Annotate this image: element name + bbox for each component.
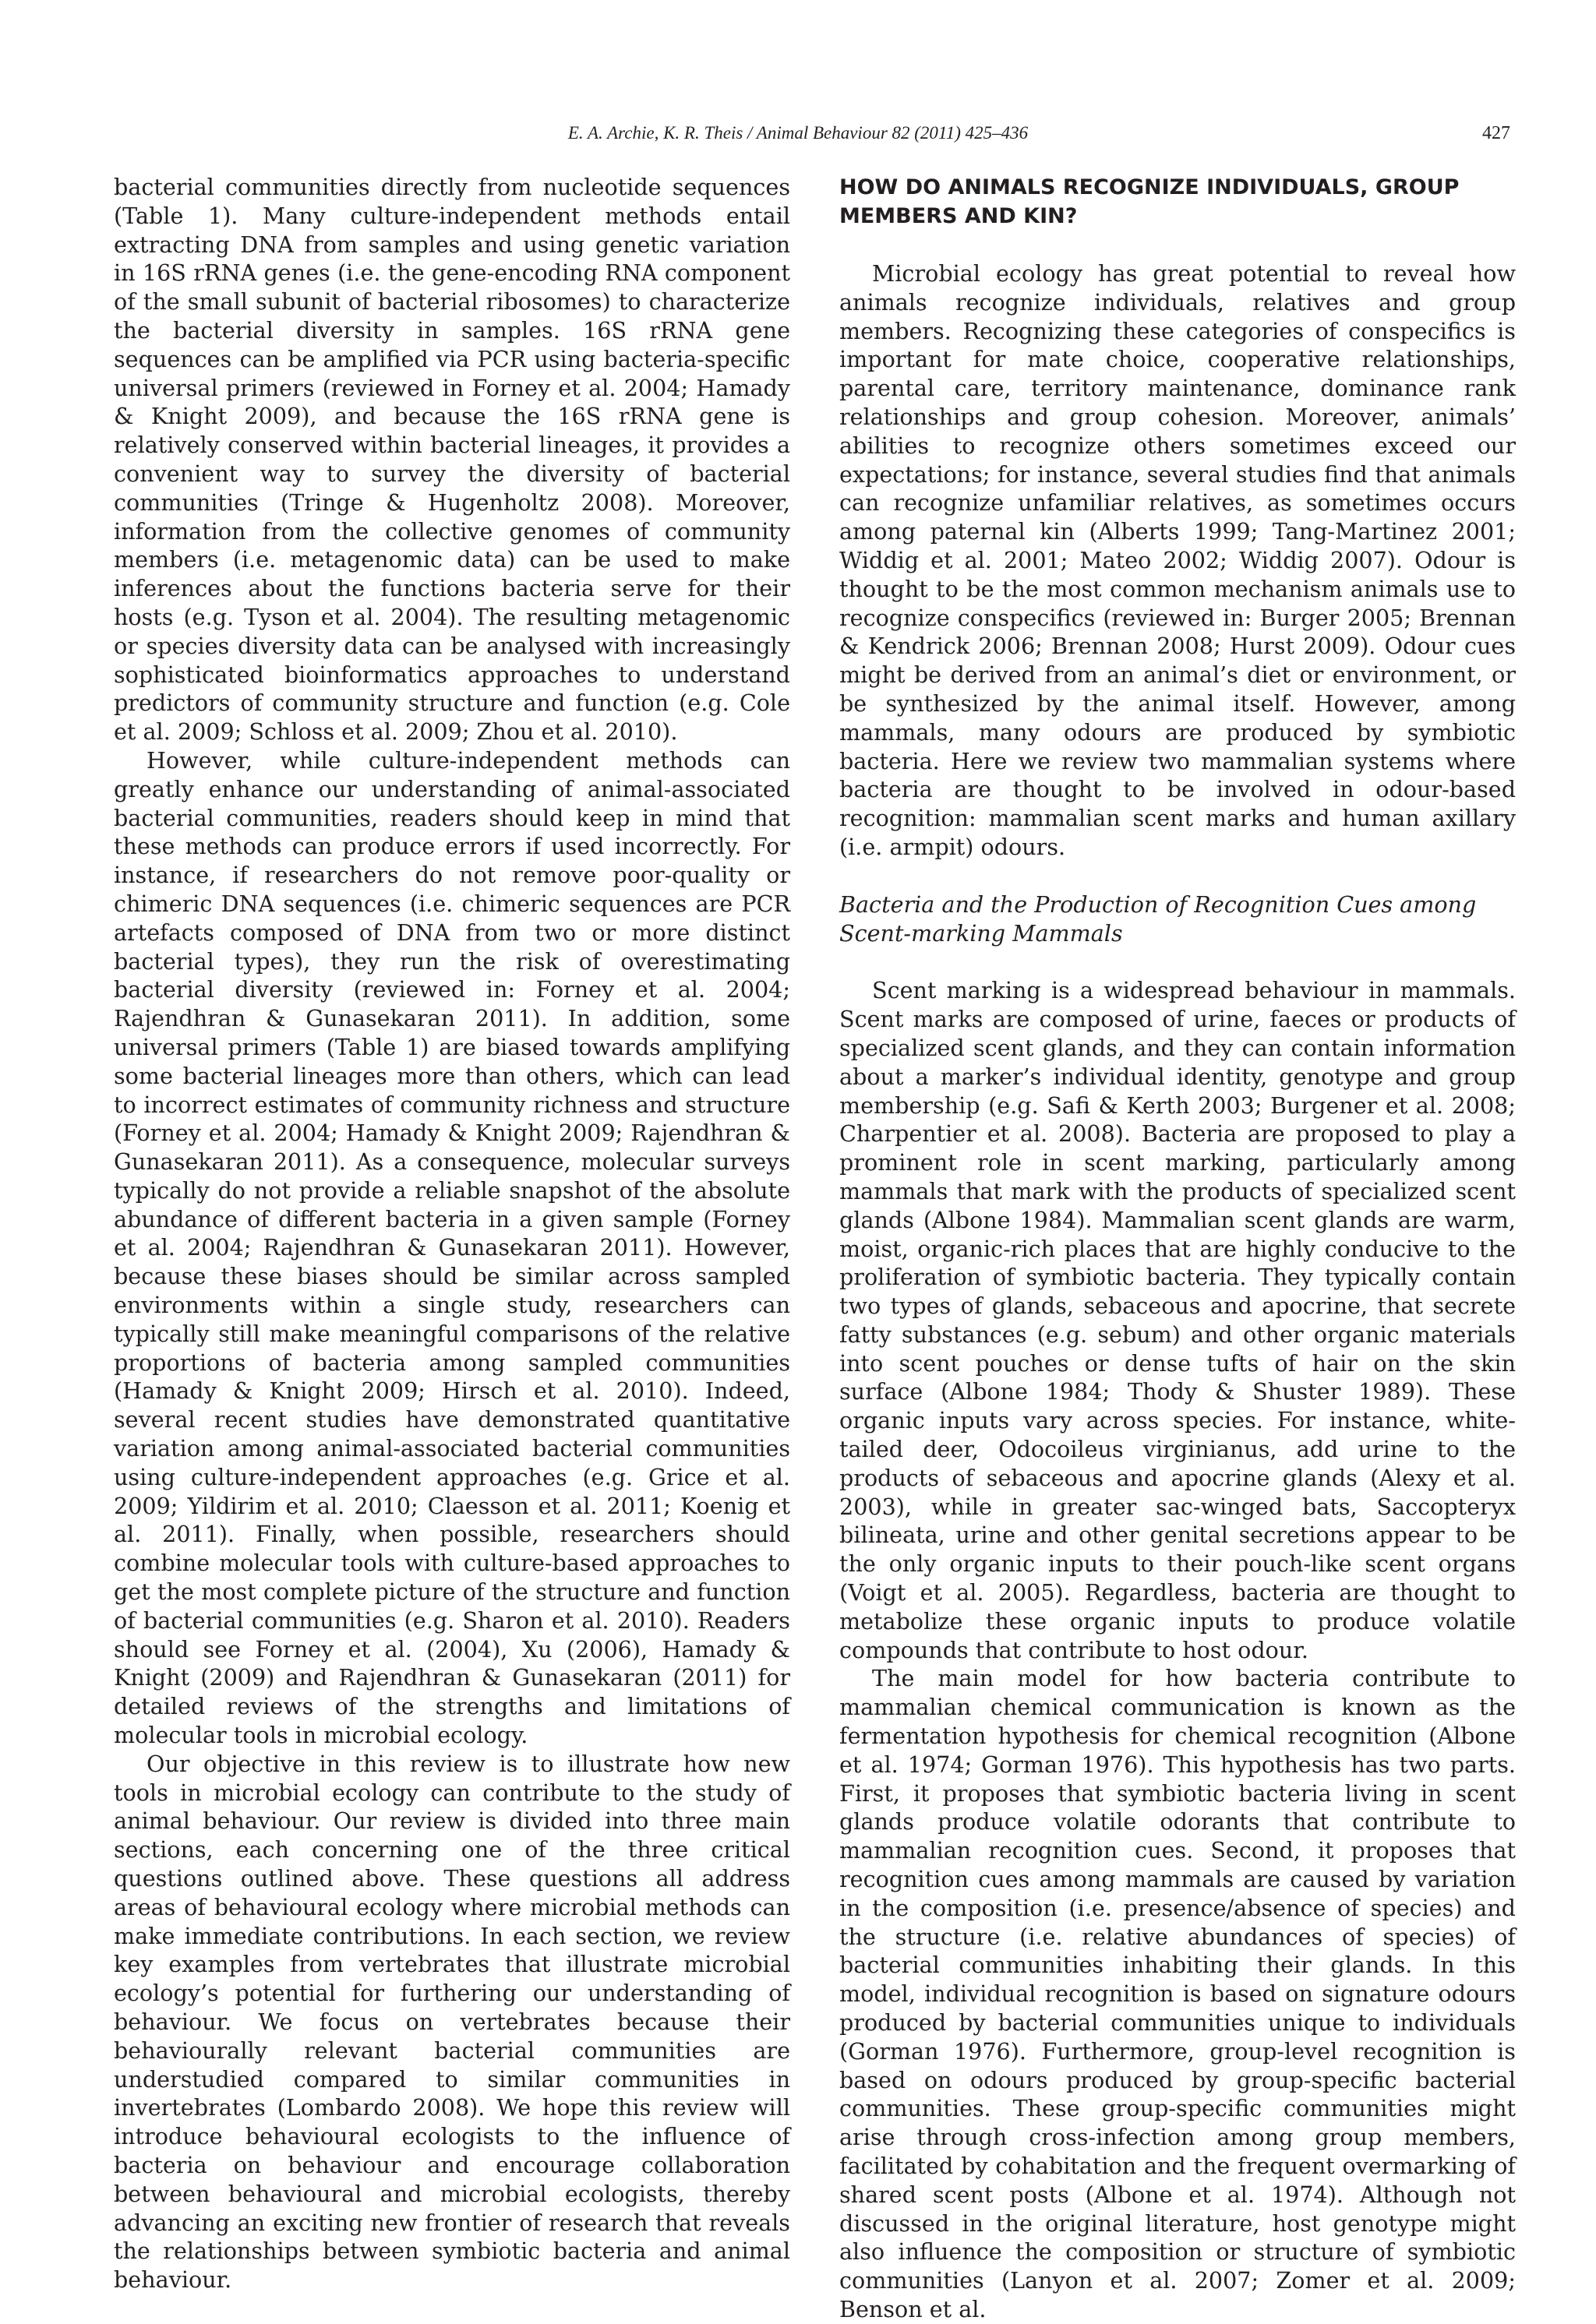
section-heading: HOW DO ANIMALS RECOGNIZE INDIVIDUALS, GROUP MEMBERS AND KIN? (839, 175, 1460, 228)
running-header (0, 123, 1596, 154)
page-number: 427 (1482, 123, 1510, 143)
left-column (114, 173, 790, 2294)
paragraph: The main model for how bacteria contribute to mammalian chemical communication is known as the fermentation hypothesis for chemical recognition (Albone et al. 1974; Gorman 1976). This hypothesis has two parts. First, it proposes that symbiotic bacteria living in scent glands produce volatile odorants that contribute to mammalian recognition cues. Second, it proposes that recognition cues among mammals are caused by variation in the composition (i.e. presence/absence of species) and the structure (i.e. relative abundances of species) of bacterial communities inhabiting their glands. In this model, individual recognition is based on signature odours produced by bacterial communities unique to individuals (Gorman 1976). Furthermore, group-level recognition is based on odours produced by group-specific bacterial communities. These group-specific communities might arise through cross-infection among group members, facilitated by cohabitation and the frequent overmarking of shared scent posts (Albone et al. 1974). Although not discussed in the original literature, host genotype might also influence the composition or structure of symbiotic communities (Lanyon et al. 2007; Zomer et al. 2009; Benson et al. (839, 1665, 1516, 2322)
running-head: E. A. Archie, K. R. Theis / Animal Behaviour 82 (2011) 425–436 (567, 123, 1029, 143)
paragraph: However, while culture-independent methods can greatly enhance our understanding of animal-associated bacterial communities, readers should keep in mind that these methods can produce errors if used incorrectly. For instance, if researchers do not remove poor-quality or chimeric DNA sequences (i.e. chimeric sequences are PCR artefacts composed of DNA from two or more distinct bacterial types), they run the risk of overestimating bacterial diversity (reviewed in: Forney et al. 2004; Rajendhran & Gunasekaran 2011). In addition, some universal primers (Table 1) are biased towards amplifying some bacterial lineages more than others, which can lead to incorrect estimates of community richness and structure (Forney et al. 2004; Hamady & Knight 2009; Rajendhran & Gunasekaran 2011). As a consequence, molecular surveys typically do not provide a reliable snapshot of the absolute abundance of different bacteria in a given sample (Forney et al. 2004; Rajendhran & Gunasekaran 2011). However, because these biases should be similar across sampled environments within a single study, researchers can typically still make meaningful comparisons of the relative proportions of bacteria among sampled communities (Hamady & Knight 2009; Hirsch et al. 2010). Indeed, several recent studies have demonstrated quantitative variation among animal-associated bacterial communities using culture-independent approaches (e.g. Grice et al. 2009; Yildirim et al. 2010; Claesson et al. 2011; Koenig et al. 2011). Finally, when possible, researchers should combine molecular tools with culture-based approaches to get the most complete picture of the structure and function of bacterial communities (e.g. Sharon et al. 2010). Readers should see Forney et al. (2004), Xu (2006), Hamady & Knight (2009) and Rajendhran & Gunasekaran (2011) for detailed reviews of the strengths and limitations of molecular tools in microbial ecology. (114, 746, 790, 1749)
subsection-heading: Bacteria and the Production of Recognition Cues among Scent-marking Mammals (839, 890, 1477, 947)
paragraph: bacterial communities directly from nucleotide sequences (Table 1). Many culture-independent methods entail extracting DNA from samples and using genetic variation in 16S rRNA genes (i.e. the gene-encoding RNA component of the small subunit of bacterial ribosomes) to characterize the bacterial diversity in samples. 16S rRNA gene sequences can be amplified via PCR using bacteria-specific universal primers (reviewed in Forney et al. 2004; Hamady & Knight 2009), and because the 16S rRNA gene is relatively conserved within bacterial lineages, it provides a convenient way to survey the diversity of bacterial communities (Tringe & Hugenholtz 2008). Moreover, information from the collective genomes of community members (i.e. metagenomic data) can be used to make inferences about the functions bacteria serve for their hosts (e.g. Tyson et al. 2004). The resulting metagenomic or species diversity data can be analysed with increasingly sophisticated bioinformatics approaches to understand predictors of community structure and function (e.g. Cole et al. 2009; Schloss et al. 2009; Zhou et al. 2010). (114, 174, 790, 746)
paragraph: Our objective in this review is to illustrate how new tools in microbial ecology can contribute to the study of animal behaviour. Our review is divided into three main sections, each concerning one of the three critical questions outlined above. These questions all address areas of behavioural ecology where microbial methods can make immediate contributions. In each section, we review key examples from vertebrates that illustrate microbial ecology’s potential for furthering our understanding of behaviour. We focus on vertebrates because their behaviourally relevant bacterial communities are understudied compared to similar communities in invertebrates (Lombardo 2008). We hope this review will introduce behavioural ecologists to the influence of bacteria on behaviour and encourage collaboration between behavioural and microbial ecologists, thereby advancing an exciting new frontier of research that reveals the relationships between symbiotic bacteria and animal behaviour. (114, 1750, 790, 2294)
paragraph: Scent marking is a widespread behaviour in mammals. Scent marks are composed of urine, faeces or products of specialized scent glands, and they can contain information about a marker’s individual identity, genotype and group membership (e.g. Safi & Kerth 2003; Burgener et al. 2008; Charpentier et al. 2008). Bacteria are proposed to play a prominent role in scent marking, particularly among mammals that mark with the products of specialized scent glands (Albone 1984). Mammalian scent glands are warm, moist, organic-rich places that are highly conducive to the proliferation of symbiotic bacteria. They typically contain two types of glands, sebaceous and apocrine, that secrete fatty substances (e.g. sebum) and other organic materials into scent pouches or dense tufts of hair on the skin surface (Albone 1984; Thody & Shuster 1989). These organic inputs vary across species. For instance, white-tailed deer, Odocoileus virginianus, add urine to the products of sebaceous and apocrine glands (Alexy et al. 2003), while in greater sac-winged bats, Saccopteryx bilineata, urine and other genital secretions appear to be the only organic inputs to their pouch-like scent organs (Voigt et al. 2005). Regardless, bacteria are thought to metabolize these organic inputs to produce volatile compounds that contribute to host odour. (839, 977, 1516, 1663)
paragraph: Microbial ecology has great potential to reveal how animals recognize individuals, relatives and group members. Recognizing these categories of conspecifics is important for mate choice, cooperative relationships, parental care, territory maintenance, dominance rank relationships and group cohesion. Moreover, animals’ abilities to recognize others sometimes exceed our expectations; for instance, several studies find that animals can recognize unfamiliar relatives, as sometimes occurs among paternal kin (Alberts 1999; Tang-Martinez 2001; Widdig et al. 2001; Mateo 2002; Widdig 2007). Odour is thought to be the most common mechanism animals use to recognize conspecifics (reviewed in: Burger 2005; Brennan & Kendrick 2006; Brennan 2008; Hurst 2009). Odour cues might be derived from an animal’s diet or environment, or be synthesized by the animal itself. However, among mammals, many odours are produced by symbiotic bacteria. Here we review two mammalian systems where bacteria are thought to be involved in odour-based recognition: mammalian scent marks and human axillary (i.e. armpit) odours. (839, 260, 1516, 860)
right-column (839, 173, 1516, 2324)
